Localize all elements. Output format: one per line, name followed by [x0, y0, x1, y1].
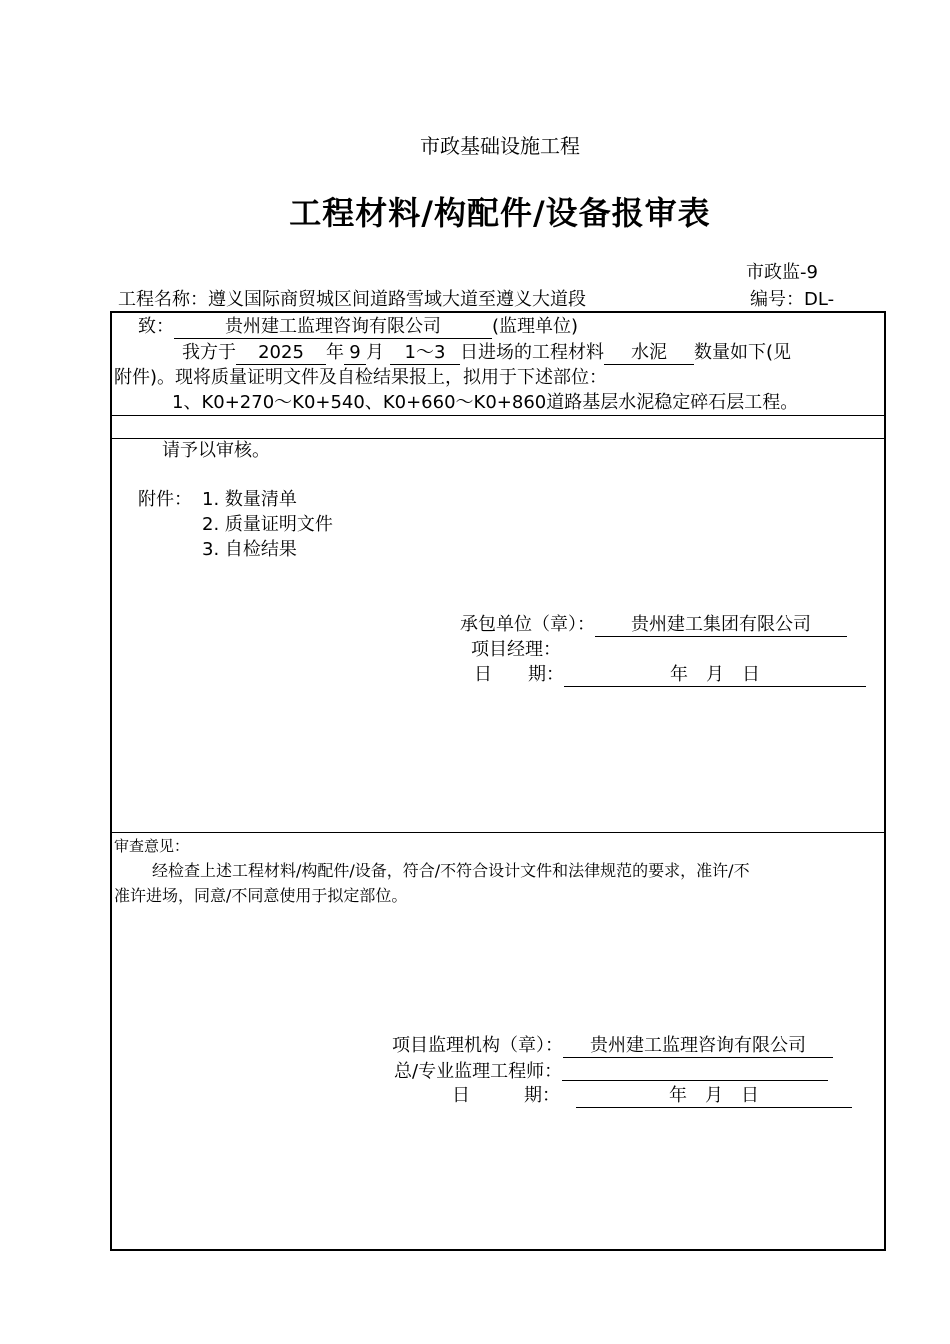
- form-title: 工程材料/构配件/设备报审表: [289, 194, 711, 232]
- review-text-line: 准许进场，同意/不同意使用于拟定部位。: [114, 886, 408, 905]
- to-label: 致：: [138, 316, 174, 337]
- engineer-line: [394, 1061, 828, 1083]
- divider: [112, 438, 884, 439]
- entry-month-unit: 月: [366, 342, 384, 363]
- date-label: 日 期：: [474, 664, 564, 685]
- project-label: 工程名称：: [118, 289, 208, 310]
- supervisor-suffix: (监理单位): [492, 316, 579, 337]
- project-name: 遵义国际商贸城区间道路雪域大道至遵义大道段: [208, 289, 586, 310]
- entry-line: [182, 342, 791, 365]
- review-org-label: 项目监理机构（章）：: [392, 1035, 563, 1056]
- date-value: 年 月 日: [564, 664, 866, 687]
- review-text-line: 经检查上述工程材料/构配件/设备，符合/不符合设计文件和法律规范的要求，准许/不: [152, 861, 750, 880]
- attachments-label: 附件：: [138, 489, 192, 510]
- category-heading: 市政基础设施工程: [420, 134, 580, 158]
- number-label: 编号：DL-: [750, 289, 835, 310]
- attachment-item: 3. 自检结果: [202, 539, 297, 560]
- entry-year: 2025: [236, 342, 326, 365]
- attachment-item: 1. 数量清单: [202, 489, 297, 510]
- entry-prefix: 我方于: [182, 342, 236, 363]
- review-org-line: [392, 1035, 833, 1058]
- divider: [112, 415, 884, 416]
- to-line: [138, 316, 578, 339]
- contractor-line: [460, 614, 847, 637]
- material-name: 水泥: [604, 342, 694, 365]
- review-date-label: 日 期：: [452, 1085, 560, 1106]
- form-code: 市政监-9: [746, 262, 818, 283]
- supervisor-unit: 贵州建工监理咨询有限公司: [174, 316, 492, 339]
- entry-days: 1～3: [390, 342, 460, 365]
- attachment-item: 2. 质量证明文件: [202, 514, 333, 535]
- entry-suffix: 数量如下(见: [694, 342, 792, 363]
- contractor-name: 贵州建工集团有限公司: [595, 614, 847, 637]
- divider: [112, 832, 884, 833]
- review-date-line: [452, 1085, 852, 1108]
- review-date-value: 年 月 日: [576, 1085, 852, 1108]
- engineer-signature-line: [562, 1061, 828, 1081]
- project-name-row: [118, 289, 586, 311]
- date-line: [474, 664, 866, 687]
- contractor-label: 承包单位（章）：: [460, 614, 595, 635]
- engineer-label: 总/专业监理工程师：: [394, 1061, 563, 1082]
- location-line: 1、K0+270～K0+540、K0+660～K0+860道路基层水泥稳定碎石层工程。: [172, 392, 799, 413]
- entry-mid: 日进场的工程材料: [460, 342, 604, 363]
- review-org-name: 贵州建工监理咨询有限公司: [563, 1035, 833, 1058]
- request-text: 请予以审核。: [162, 440, 270, 461]
- entry-year-unit: 年: [326, 342, 344, 363]
- review-label: 审查意见：: [114, 837, 190, 855]
- attachment-note: 附件)。现将质量证明文件及自检结果报上，拟用于下述部位：: [114, 367, 608, 388]
- entry-month: 9: [344, 342, 366, 365]
- manager-label: 项目经理：: [471, 639, 561, 660]
